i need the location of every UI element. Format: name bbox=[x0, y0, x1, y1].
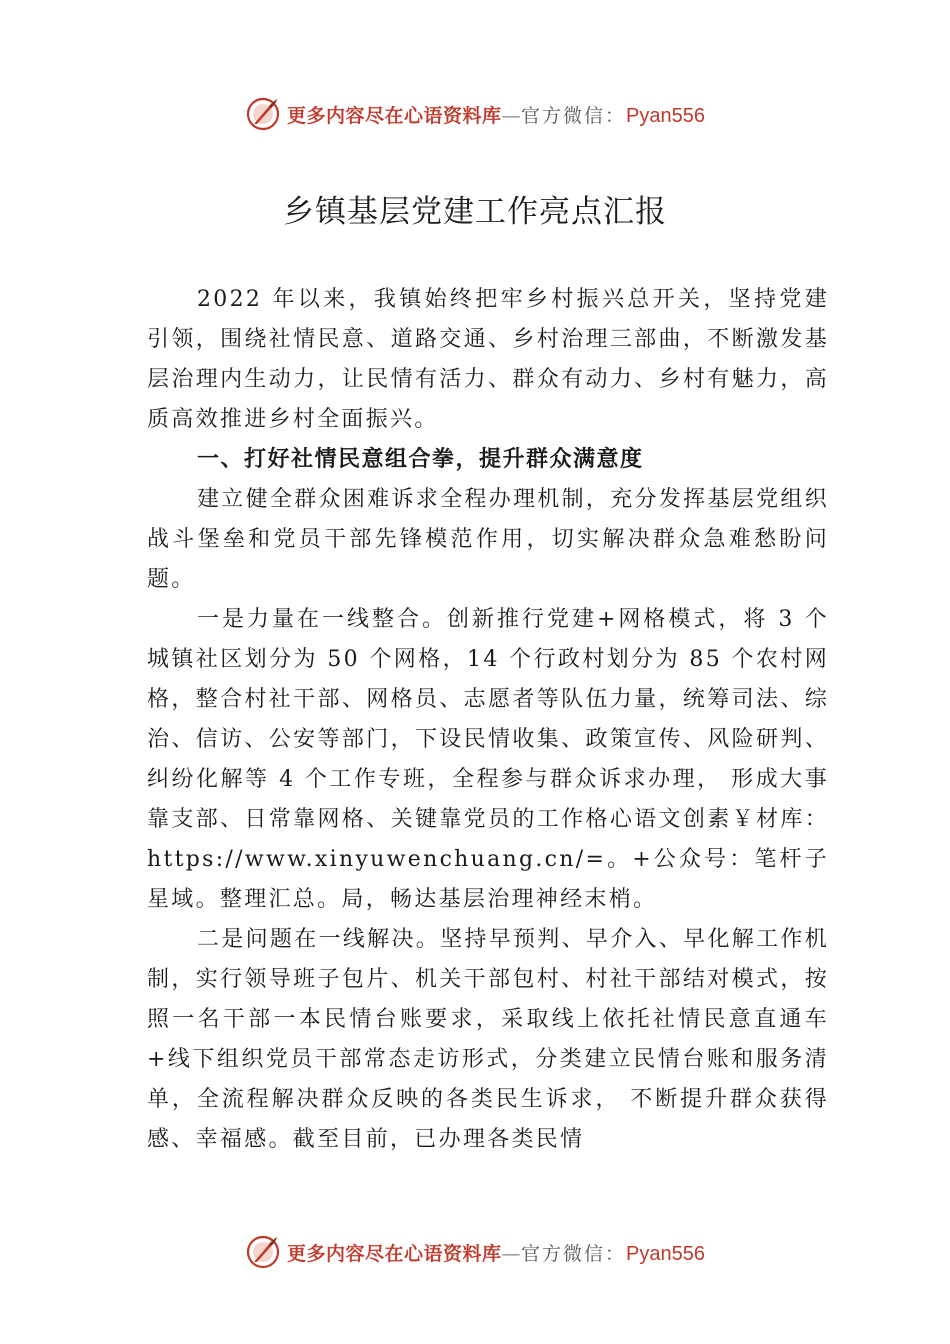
watermark-dash: — bbox=[501, 1242, 522, 1265]
quill-circle-icon bbox=[245, 1234, 281, 1270]
document-title: 乡镇基层党建工作亮点汇报 bbox=[283, 194, 667, 230]
intro-paragraph: 2022 年以来，我镇始终把牢乡村振兴总开关，坚持党建引领，围绕社情民意、道路交通、乡村治理三部曲，不断激发基层治理内生动力，让民情有活力、群众有动力、乡村有魅力，高质高效推进乡村全面振兴。 bbox=[147, 287, 829, 432]
watermark-text bbox=[287, 1239, 705, 1266]
watermark-wechat-id: Pyan556 bbox=[626, 1242, 705, 1265]
section-paragraph-3: 二是问题在一线解决。坚持早预判、早介入、早化解工作机制，实行领导班子包片、机关干部包村、村社干部结对模式，按照一名干部一本民情台账要求，采取线上依托社情民意直通车+线下组织党员干部常态走访形式，分类建立民情台账和服务清单，全流程解决群众反映的各类民生诉求， 不断提升群众获得感、幸福感。截至目前，已办理各类民情 bbox=[147, 927, 829, 1152]
watermark-brand: 更多内容尽在心语资料库 bbox=[287, 104, 502, 127]
watermark-dash: — bbox=[501, 104, 522, 127]
quill-circle-icon bbox=[245, 96, 281, 132]
watermark-wechat-id: Pyan556 bbox=[626, 104, 705, 127]
section-heading: 一、打好社情民意组合拳，提升群众满意度 bbox=[197, 447, 644, 472]
watermark-wechat-label: 官方微信： bbox=[521, 1242, 627, 1265]
watermark-banner-bottom bbox=[0, 1230, 950, 1274]
section-paragraph-2: 一是力量在一线整合。创新推行党建+网格模式，将 3 个城镇社区划分为 50 个网格，14 个行政村划分为 85 个农村网格，整合村社干部、网格员、志愿者等队伍力量，统筹司法、综治、信访、公安等部门，下设民情收集、政策宣传、风险研判、纠纷化解等 4 个工作专班，全程参与群众诉求办理， 形成大事靠支部、日常靠网格、关键靠党员的工作格心语文创素￥材库：https://www.xinyuwenchuang.cn/=。+公众号：笔杆子星域。整理汇总。局，畅达基层治理神经末梢。 bbox=[147, 607, 829, 912]
document-body bbox=[147, 280, 829, 1160]
watermark-text bbox=[287, 101, 705, 128]
watermark-wechat-label: 官方微信： bbox=[521, 104, 627, 127]
watermark-brand: 更多内容尽在心语资料库 bbox=[287, 1242, 502, 1265]
watermark-banner-top bbox=[0, 92, 950, 136]
section-paragraph-1: 建立健全群众困难诉求全程办理机制，充分发挥基层党组织战斗堡垒和党员干部先锋模范作用，切实解决群众急难愁盼问题。 bbox=[147, 487, 829, 592]
